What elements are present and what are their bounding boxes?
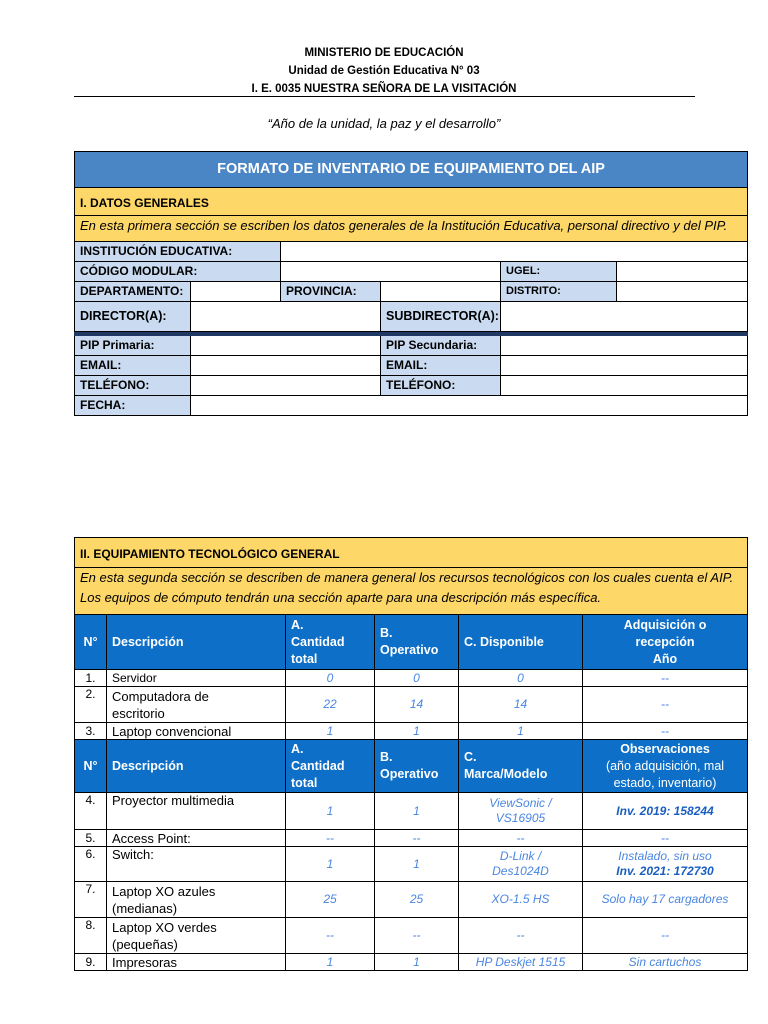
row-number: 4. <box>75 793 107 830</box>
col-b-text: Operativo <box>380 767 439 781</box>
email-secundaria-field[interactable] <box>501 356 748 376</box>
col-d-title: Adquisición o recepción <box>623 617 707 649</box>
provincia-field[interactable] <box>381 282 501 302</box>
subdirector-field[interactable] <box>501 302 748 332</box>
col-b-letter: B. <box>380 626 393 640</box>
pip-secundaria-field[interactable] <box>501 336 748 356</box>
email-secundaria-label: EMAIL: <box>381 356 501 376</box>
departamento-field[interactable] <box>191 282 281 302</box>
col-d-subtitle: (año adquisición, mal estado, inventario) <box>605 758 725 790</box>
table-row <box>75 847 748 882</box>
col-b-text: Operativo <box>380 643 439 657</box>
col-desc-header: Descripción <box>107 740 286 793</box>
row-observations[interactable] <box>583 847 748 882</box>
row-number: 8. <box>75 918 107 954</box>
row-operative[interactable]: 1 <box>375 954 459 971</box>
row-operative[interactable]: 1 <box>375 793 459 830</box>
row-quantity[interactable]: -- <box>286 918 375 954</box>
institucion-field[interactable] <box>281 242 748 262</box>
row-description: Impresoras <box>107 954 286 971</box>
fecha-label: FECHA: <box>75 396 191 416</box>
col-a-letter: A. <box>291 617 304 632</box>
director-field[interactable] <box>191 302 381 332</box>
telefono-primaria-field[interactable] <box>191 376 381 396</box>
row-available[interactable]: 0 <box>459 670 583 687</box>
row-quantity[interactable]: 1 <box>286 847 375 882</box>
section2-description: En esta segunda sección se describen de manera general los recursos tecnológicos con los cuales cuenta el AIP. Los equipos de cómputo tendrán una sección aparte para una descripción más específica. <box>75 568 748 615</box>
section1-heading: I. DATOS GENERALES <box>75 188 748 216</box>
row-description: Laptop XO verdes (pequeñas) <box>107 918 286 954</box>
col-c-text: Marca/Modelo <box>464 767 548 781</box>
departamento-label: DEPARTAMENTO: <box>75 282 191 302</box>
table-row <box>75 793 748 830</box>
col-a-header <box>286 740 375 793</box>
row-observations[interactable]: Sin cartuchos <box>583 954 748 971</box>
fecha-field[interactable] <box>191 396 748 416</box>
distrito-field[interactable] <box>617 282 748 302</box>
email-primaria-field[interactable] <box>191 356 381 376</box>
row-brand-model[interactable]: D-Link / Des1024D <box>459 847 583 882</box>
col-a-header <box>286 615 375 670</box>
row-number: 1. <box>75 670 107 687</box>
form-title: FORMATO DE INVENTARIO DE EQUIPAMIENTO DEL AIP <box>75 152 748 188</box>
row-description: Access Point: <box>107 830 286 847</box>
ugel-title: Unidad de Gestión Educativa N° 03 <box>288 65 480 77</box>
equipment-table <box>74 537 748 971</box>
col-d-header <box>583 615 748 670</box>
telefono-secundaria-field[interactable] <box>501 376 748 396</box>
row-number: 9. <box>75 954 107 971</box>
col-c-letter: C. <box>464 750 477 764</box>
row-brand-model[interactable]: -- <box>459 918 583 954</box>
col-c-header <box>459 740 583 793</box>
telefono-secundaria-label: TELÉFONO: <box>381 376 501 396</box>
row-number: 3. <box>75 723 107 740</box>
table-row <box>75 918 748 954</box>
row-observations[interactable]: Inv. 2019: 158244 <box>583 793 748 830</box>
ugel-field[interactable] <box>617 262 748 282</box>
row-operative[interactable]: -- <box>375 830 459 847</box>
section2-heading: II. EQUIPAMIENTO TECNOLÓGICO GENERAL <box>75 538 748 568</box>
codigo-field[interactable] <box>281 262 501 282</box>
row-description: Switch: <box>107 847 286 882</box>
table-header-2 <box>75 740 748 793</box>
pip-primaria-field[interactable] <box>191 336 381 356</box>
row-year[interactable]: -- <box>583 687 748 723</box>
row-quantity[interactable]: -- <box>286 830 375 847</box>
col-desc-header: Descripción <box>107 615 286 670</box>
distrito-label: DISTRITO: <box>501 282 617 302</box>
row-observations[interactable]: -- <box>583 918 748 954</box>
document-header <box>0 44 768 98</box>
row-available[interactable]: 14 <box>459 687 583 723</box>
col-a-text: Cantidad total <box>291 634 345 666</box>
table-header-1 <box>75 615 748 670</box>
general-data-table <box>74 151 748 416</box>
pip-secundaria-label: PIP Secundaria: <box>381 336 501 356</box>
section1-description: En esta primera sección se escriben los datos generales de la Institución Educativa, personal directivo y del PIP. <box>75 216 748 242</box>
row-quantity[interactable]: 1 <box>286 793 375 830</box>
subdirector-label: SUBDIRECTOR(A): <box>381 302 501 332</box>
email-primaria-label: EMAIL: <box>75 356 191 376</box>
col-d-header <box>583 740 748 793</box>
col-b-letter: B. <box>380 750 393 764</box>
table-row <box>75 723 748 740</box>
table-row <box>75 687 748 723</box>
col-b-header <box>375 740 459 793</box>
header-divider <box>74 96 695 97</box>
row-operative[interactable]: -- <box>375 918 459 954</box>
row-brand-model[interactable]: ViewSonic / VS16905 <box>459 793 583 830</box>
row-brand-model[interactable]: -- <box>459 830 583 847</box>
observation-note: Instalado, sin uso <box>618 849 712 863</box>
table-row <box>75 954 748 971</box>
row-available[interactable]: 1 <box>459 723 583 740</box>
row-description: Servidor <box>107 670 286 687</box>
row-quantity[interactable]: 25 <box>286 882 375 918</box>
row-operative[interactable]: 0 <box>375 670 459 687</box>
codigo-label: CÓDIGO MODULAR: <box>75 262 281 282</box>
table-row <box>75 830 748 847</box>
row-number: 7. <box>75 882 107 918</box>
col-c-header: C. Disponible <box>459 615 583 670</box>
col-b-header <box>375 615 459 670</box>
row-quantity[interactable]: 1 <box>286 723 375 740</box>
col-a-letter: A. <box>291 741 304 756</box>
observation-inventory: Inv. 2021: 172730 <box>616 864 714 878</box>
row-brand-model[interactable]: HP Deskjet 1515 <box>459 954 583 971</box>
row-description: Computadora de escritorio <box>107 687 286 723</box>
col-d-year: Año <box>652 651 678 666</box>
institucion-label: INSTITUCIÓN EDUCATIVA: <box>75 242 281 262</box>
director-label: DIRECTOR(A): <box>75 302 191 332</box>
row-description: Proyector multimedia <box>107 793 286 830</box>
year-slogan: “Año de la unidad, la paz y el desarrollo” <box>267 116 501 131</box>
row-number: 5. <box>75 830 107 847</box>
row-quantity[interactable]: 1 <box>286 954 375 971</box>
row-description: Laptop convencional <box>107 723 286 740</box>
col-a-text: Cantidad total <box>291 758 345 790</box>
ugel-label: UGEL: <box>501 262 617 282</box>
row-observations[interactable]: -- <box>583 830 748 847</box>
school-title: I. E. 0035 NUESTRA SEÑORA DE LA VISITACIÓN <box>251 83 517 95</box>
row-operative[interactable]: 14 <box>375 687 459 723</box>
ministry-title: MINISTERIO DE EDUCACIÓN <box>304 47 464 59</box>
table-row <box>75 882 748 918</box>
table-row <box>75 670 748 687</box>
col-d-title: Observaciones <box>620 741 710 756</box>
row-number: 6. <box>75 847 107 882</box>
row-operative[interactable]: 1 <box>375 847 459 882</box>
row-observations[interactable]: Solo hay 17 cargadores <box>583 882 748 918</box>
row-year[interactable]: -- <box>583 723 748 740</box>
row-number: 2. <box>75 687 107 723</box>
col-num-header: N° <box>75 740 107 793</box>
col-num-header: N° <box>75 615 107 670</box>
row-brand-model[interactable]: XO-1.5 HS <box>459 882 583 918</box>
telefono-primaria-label: TELÉFONO: <box>75 376 191 396</box>
row-operative[interactable]: 25 <box>375 882 459 918</box>
row-quantity[interactable]: 22 <box>286 687 375 723</box>
row-year[interactable]: -- <box>583 670 748 687</box>
row-operative[interactable]: 1 <box>375 723 459 740</box>
row-quantity[interactable]: 0 <box>286 670 375 687</box>
pip-primaria-label: PIP Primaria: <box>75 336 191 356</box>
row-description: Laptop XO azules (medianas) <box>107 882 286 918</box>
provincia-label: PROVINCIA: <box>281 282 381 302</box>
